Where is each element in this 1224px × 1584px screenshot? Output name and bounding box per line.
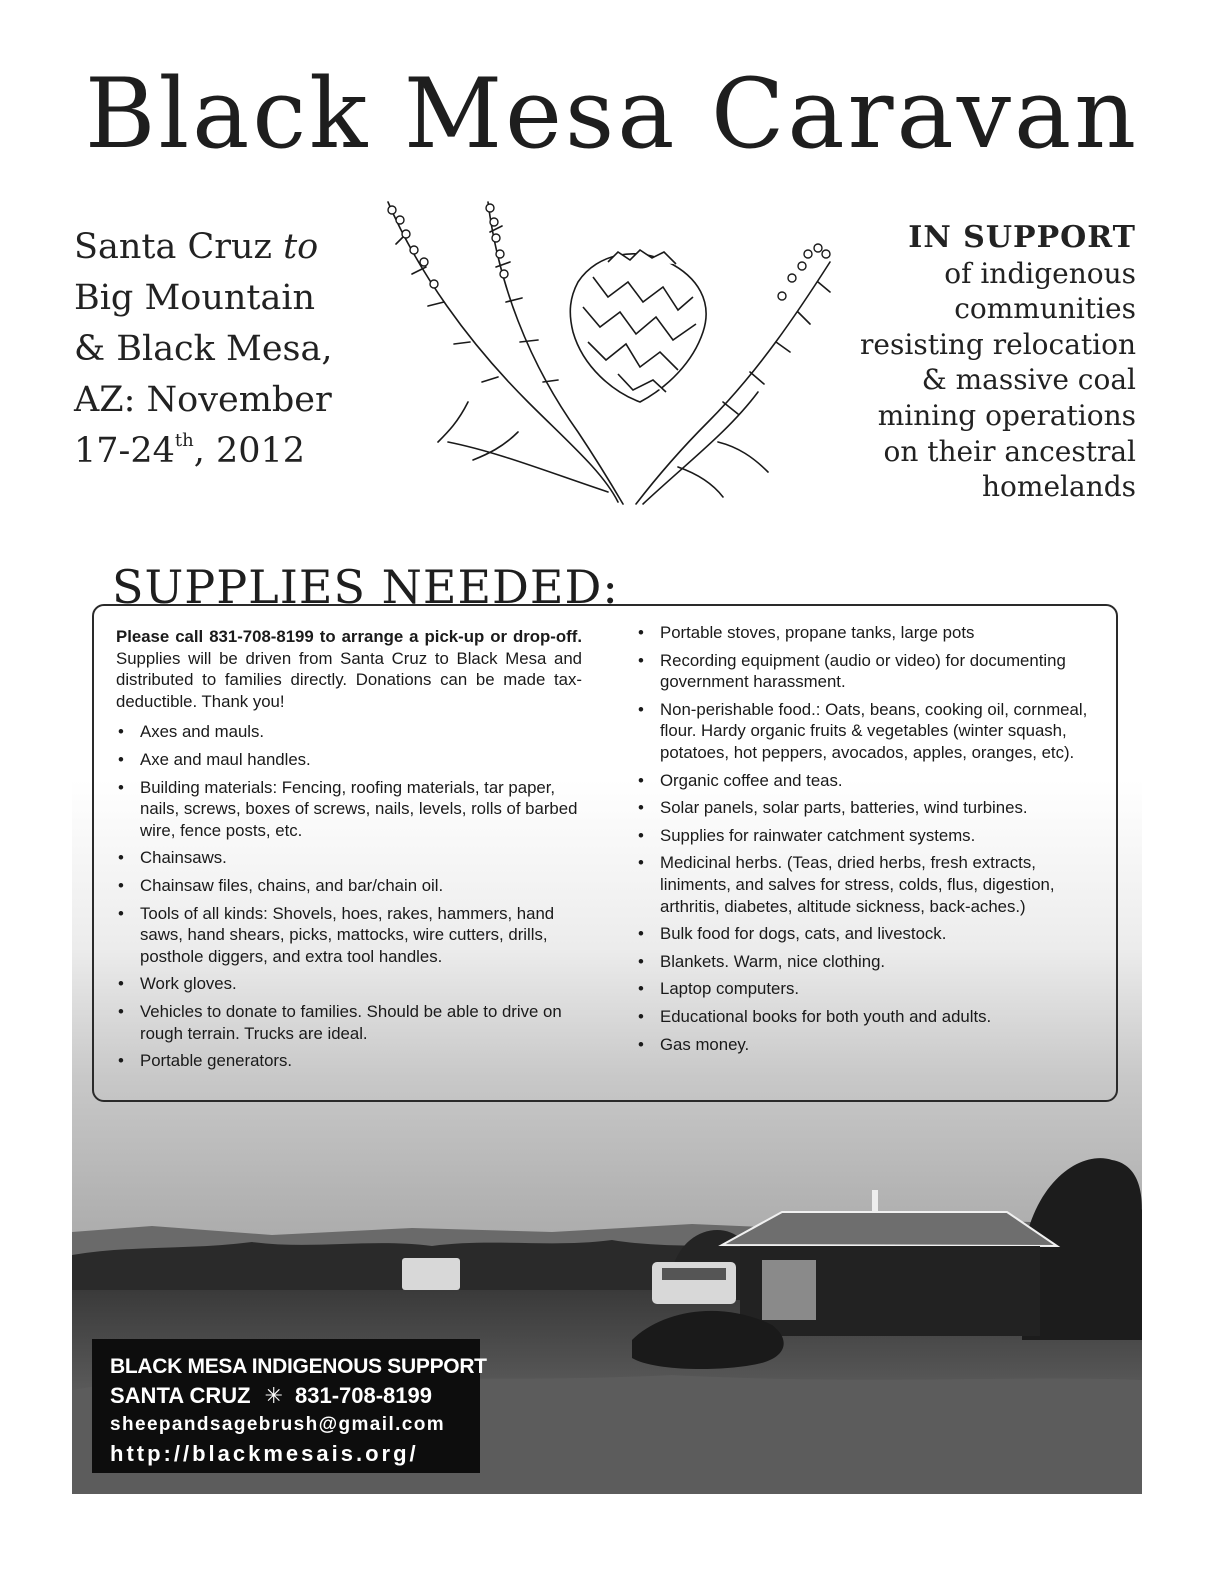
list-item: • Educational books for both youth and adults.: [636, 1006, 1094, 1028]
list-item: • Axes and mauls.: [116, 721, 582, 743]
contact-city: SANTA CRUZ: [110, 1383, 251, 1408]
list-item: • Solar panels, solar parts, batteries, wind turbines.: [636, 797, 1094, 819]
route-to: to: [283, 227, 319, 267]
list-item: • Blankets. Warm, nice clothing.: [636, 951, 1094, 973]
list-item: • Portable generators.: [116, 1050, 582, 1072]
route-line-2: Big Mountain: [74, 278, 316, 318]
support-line: homelands: [982, 470, 1136, 504]
route-line-4: AZ: November: [74, 380, 332, 420]
supplies-list-right: [636, 622, 1094, 1055]
intro-call-instruction: Please call 831-708-8199 to arrange a pick-up or drop-off.: [116, 627, 582, 646]
support-line: on their ancestral: [883, 434, 1136, 468]
list-item: • Gas money.: [636, 1034, 1094, 1056]
support-line: communities: [954, 292, 1136, 326]
route-line-3: & Black Mesa,: [74, 329, 333, 369]
contact-website-link[interactable]: http://blackmesais.org/: [110, 1441, 419, 1466]
contact-box: [92, 1339, 487, 1473]
list-item: • Axe and maul handles.: [116, 749, 582, 771]
supplies-intro: [116, 626, 582, 712]
list-item: • Tools of all kinds: Shovels, hoes, rakes, hammers, hand saws, hand shears, picks, mattocks, wire cutters, drills, posthole diggers, and extra tool handles.: [116, 903, 582, 968]
date-year: , 2012: [193, 431, 306, 471]
supplies-column-left: [116, 626, 582, 1100]
support-line: mining operations: [877, 398, 1136, 432]
list-item: • Chainsaws.: [116, 847, 582, 869]
sage-pinecone-illustration: [378, 192, 840, 514]
intro-details: Supplies will be driven from Santa Cruz to Black Mesa and distributed to families directly. Donations can be made tax-deductible. Thank you!: [116, 648, 582, 711]
star-separator-icon: ✳: [264, 1383, 283, 1408]
support-line: & massive coal: [921, 363, 1136, 397]
support-heading: IN SUPPORT: [908, 220, 1136, 255]
route-dates: [74, 222, 374, 477]
list-item: • Organic coffee and teas.: [636, 770, 1094, 792]
route-line-1: Santa Cruz: [74, 227, 284, 267]
list-item: • Chainsaw files, chains, and bar/chain oil.: [116, 875, 582, 897]
support-statement: [840, 220, 1136, 505]
list-item: • Medicinal herbs. (Teas, dried herbs, fresh extracts, liniments, and salves for stress, colds, flus, digestion, arthritis, diabetes, altitude sickness, back-aches.): [636, 852, 1094, 917]
list-item: • Work gloves.: [116, 973, 582, 995]
supplies-heading: SUPPLIES NEEDED:: [112, 560, 619, 614]
list-item: • Portable stoves, propane tanks, large pots: [636, 622, 1094, 644]
list-item: • Bulk food for dogs, cats, and livestock.: [636, 923, 1094, 945]
list-item: • Vehicles to donate to families. Should be able to drive on rough terrain. Trucks are ideal.: [116, 1001, 582, 1044]
list-item: • Recording equipment (audio or video) for documenting government harassment.: [636, 650, 1094, 693]
contact-org: BLACK MESA INDIGENOUS SUPPORT: [110, 1355, 487, 1378]
date-range: 17-24: [74, 431, 175, 471]
support-line: of indigenous: [944, 256, 1136, 290]
supplies-box: [92, 604, 1118, 1102]
list-item: • Supplies for rainwater catchment systems.: [636, 825, 1094, 847]
list-item: • Laptop computers.: [636, 978, 1094, 1000]
list-item: • Non-perishable food.: Oats, beans, cooking oil, cornmeal, flour. Hardy organic fruits & vegetables (winter squash, potatoes, hot peppers, avocados, apples, oranges, etc).: [636, 699, 1094, 764]
list-item: • Building materials: Fencing, roofing materials, tar paper, nails, screws, boxes of screws, nails, levels, rolls of barbed wire, fence posts, etc.: [116, 777, 582, 842]
support-line: resisting relocation: [860, 327, 1136, 361]
contact-email[interactable]: sheepandsagebrush@gmail.com: [110, 1414, 446, 1435]
supplies-column-right: [636, 622, 1094, 1100]
contact-city-phone: [110, 1381, 464, 1411]
contact-phone[interactable]: 831-708-8199: [294, 1383, 432, 1408]
date-suffix: th: [174, 430, 194, 451]
poster-title: Black Mesa Caravan: [84, 58, 1140, 170]
supplies-list-left: [116, 721, 582, 1071]
